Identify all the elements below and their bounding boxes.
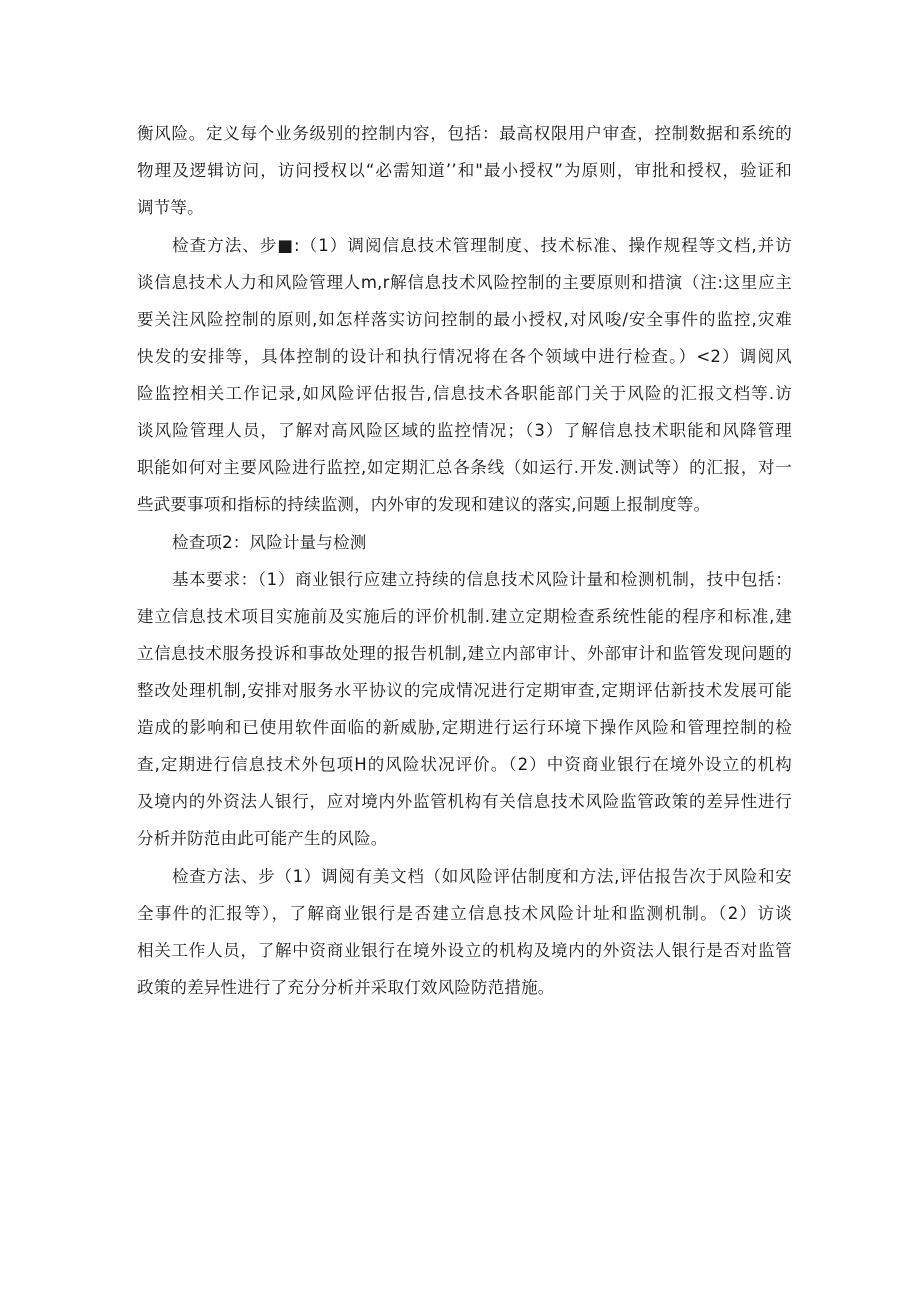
paragraph-4-line-8: 分析并防范由此可能产生的风险。 xyxy=(137,829,388,848)
paragraph-1-line-2: 物理及逻辑访问，访问授权以“必需知道’’和"最小授权”为原则，审批和授权，验证和 xyxy=(137,161,792,180)
paragraph-4-line-1: 基本要求：（1）商业银行应建立持续的信息技术风险计量和检测机制，技中包括： xyxy=(172,570,792,589)
paragraph-2-line-1: 检查方法、步■:（1）调阅信息技术管理制度、技术标准、操作规程等文档,并访 xyxy=(172,236,792,255)
paragraph-4-line-2: 建立信息技术项目实施前及实施后的评价机制.建立定期检查系统性能的程序和标准,建 xyxy=(137,607,792,626)
paragraph-5-line-2: 全事件的汇报等），了解商业银行是否建立信息技术风险计址和监测机制。（2）访谈 xyxy=(137,904,792,923)
paragraph-2-line-2: 谈信息技术人力和风险管理人m,r解信息技术风险控制的主要原则和措演（注:这里应主 xyxy=(137,273,792,292)
paragraph-1-line-3: 调节等。 xyxy=(137,198,204,217)
paragraph-5-line-3: 相关工作人员，了解中资商业银行在境外设立的机构及境内的外资法人银行是否对监管 xyxy=(137,941,792,960)
paragraph-5-line-1: 检查方法、步（1）调阅有美文档（如风险评估制度和方法,评估报告次于风险和安 xyxy=(172,867,792,886)
paragraph-2-line-6: 谈风险管理人员，了解对高风险区域的监控情况；（3）了解信息技术职能和风降管理 xyxy=(137,421,792,440)
paragraph-4-line-7: 及境内的外资法人银行，应对境内外监管机构有关信息技术风险监管政策的差异性进行 xyxy=(137,792,792,811)
paragraph-2-line-5: 险监控相关工作记录,如风险评估报告,信息技术各职能部门关于风险的汇报文档等.访 xyxy=(137,384,792,403)
section-heading-check-item-2: 检查项2：风险计量与检测 xyxy=(172,533,367,552)
paragraph-4-line-3: 立信息技术服务投诉和事故处理的报告机制,建立内部审计、外部审计和监管发现问题的 xyxy=(137,644,792,663)
paragraph-2-line-3: 要关注风险控制的原则,如怎样落实访问控制的最小授权,对风唆/安全事件的监控,灾难 xyxy=(137,310,792,329)
paragraph-4-line-6: 查,定期进行信息技术外包项H的风险状况评价。（2）中资商业银行在境外设立的机构 xyxy=(137,755,792,774)
paragraph-4-line-4: 整改处理机制,安排对服务水平协议的完成情况进行定期审查,定期评估新技术发展可能 xyxy=(137,681,792,700)
paragraph-2-line-8: 些武要事项和指标的持续监测，内外审的发现和建议的落实,问题上报制度等。 xyxy=(137,495,711,514)
paragraph-4-line-5: 造成的影响和已使用软件面临的新威胁,定期进行运行环境下操作风险和管理控制的检 xyxy=(137,718,792,737)
paragraph-2-line-7: 职能如何对主要风险进行监控,如定期汇总各条线（如运行.开发.测试等）的汇报，对一 xyxy=(137,458,792,477)
paragraph-5-line-4: 政策的差异性进行了充分分析并采取仃效风险防范措施。 xyxy=(137,978,555,997)
paragraph-1-line-1: 衡风险。定义每个业务级别的控制内容，包括：最高权限用户审查，控制数据和系统的 xyxy=(137,124,792,143)
paragraph-2-line-4: 快发的安排等，具体控制的设计和执行情况将在各个领域中进行检查。）<2）调阅风 xyxy=(137,347,792,366)
